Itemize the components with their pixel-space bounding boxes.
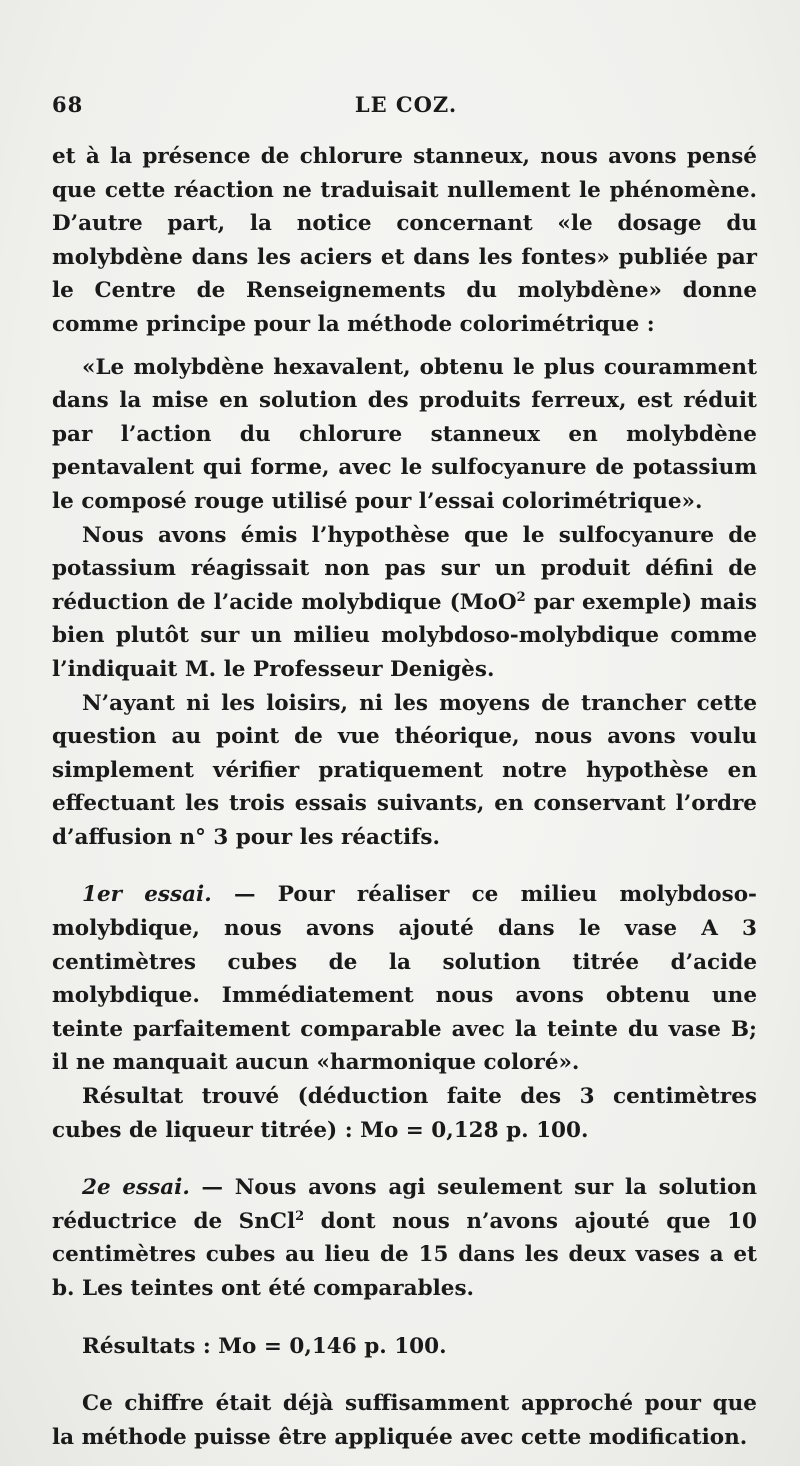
page-number: 68 xyxy=(52,92,84,117)
paragraph-intro: et à la présence de chlorure stanneux, nous avons pensé que cette réaction ne traduisait nullement le phénomène. D’autre part, la notice concernant «le dosage du molybdène dans les aciers et dans les fontes» publiée par le Centre de Renseignements du molybdène» donne comme principe pour la méthode colorimétrique : xyxy=(52,144,757,337)
paragraph-essai-2-result: Résultats : Mo = 0,146 p. 100. xyxy=(82,1333,447,1359)
running-title: LE COZ. xyxy=(354,92,458,117)
paragraph-method: N’ayant ni les loisirs, ni les moyens de trancher cette question au point de vue théorique, nous avons voulu simplement vérifier pratiquement notre hypothèse en effectuant les trois essais suivants, en conservant l’ordre d’affusion n° 3 pour les réactifs. xyxy=(52,690,757,850)
paragraph-quote: «Le molybdène hexavalent, obtenu le plus couramment dans la mise en solution des produits ferreux, est réduit par l’action du chlorure stanneux en molybdène pentavalent qui forme, avec le sulfocyanure de potassium le composé rouge utilisé pour l’essai colorimétrique». xyxy=(52,354,757,514)
essai-2-label: 2e essai. xyxy=(82,1175,190,1201)
superscript-2: 2 xyxy=(516,589,526,605)
paragraph-conclusion: Ce chiffre était déjà suffisamment approché pour que la méthode puisse être appliquée avec cette modification. xyxy=(52,1391,757,1450)
body-text xyxy=(52,140,757,1454)
essai-2-text-a: — Nous avons agi seulement sur la solution réductrice de SnCl xyxy=(52,1175,757,1234)
paragraph-essai-2 xyxy=(52,1171,757,1305)
page-header xyxy=(52,92,760,124)
hypothesis-text-a: Nous avons émis l’hypothèse que le sulfocyanure de potassium réagissait non pas sur un produit défini de réduction de l’acide molybdique (MoO xyxy=(52,522,757,615)
superscript-2b: 2 xyxy=(295,1208,305,1224)
essai-2-text-b: dont nous n’avons ajouté que 10 centimètres cubes au lieu de 15 dans les deux vases a et b. Les teintes ont été comparables. xyxy=(52,1208,758,1301)
hypothesis-text-b: par exemple) mais bien plutôt sur un milieu molybdoso-molybdique comme l’indiquait M. le Professeur Denigès. xyxy=(52,589,757,682)
essai-1-label: 1er essai. xyxy=(82,882,212,908)
paragraph-essai-1 xyxy=(52,878,757,1080)
essai-1-text: — Pour réaliser ce milieu molybdoso-molybdique, nous avons ajouté dans le vase A 3 centimètres cubes de la solution titrée d’acide molybdique. Immédiatement nous avons obtenu une teinte parfaitement comparable avec la teinte du vase B; il ne manquait aucun «harmonique coloré». xyxy=(52,882,757,1076)
paragraph-essai-1-result: Résultat trouvé (déduction faite des 3 centimètres cubes de liqueur titrée) : Mo = 0,128 p. 100. xyxy=(52,1084,757,1143)
paragraph-hypothesis xyxy=(52,519,757,687)
